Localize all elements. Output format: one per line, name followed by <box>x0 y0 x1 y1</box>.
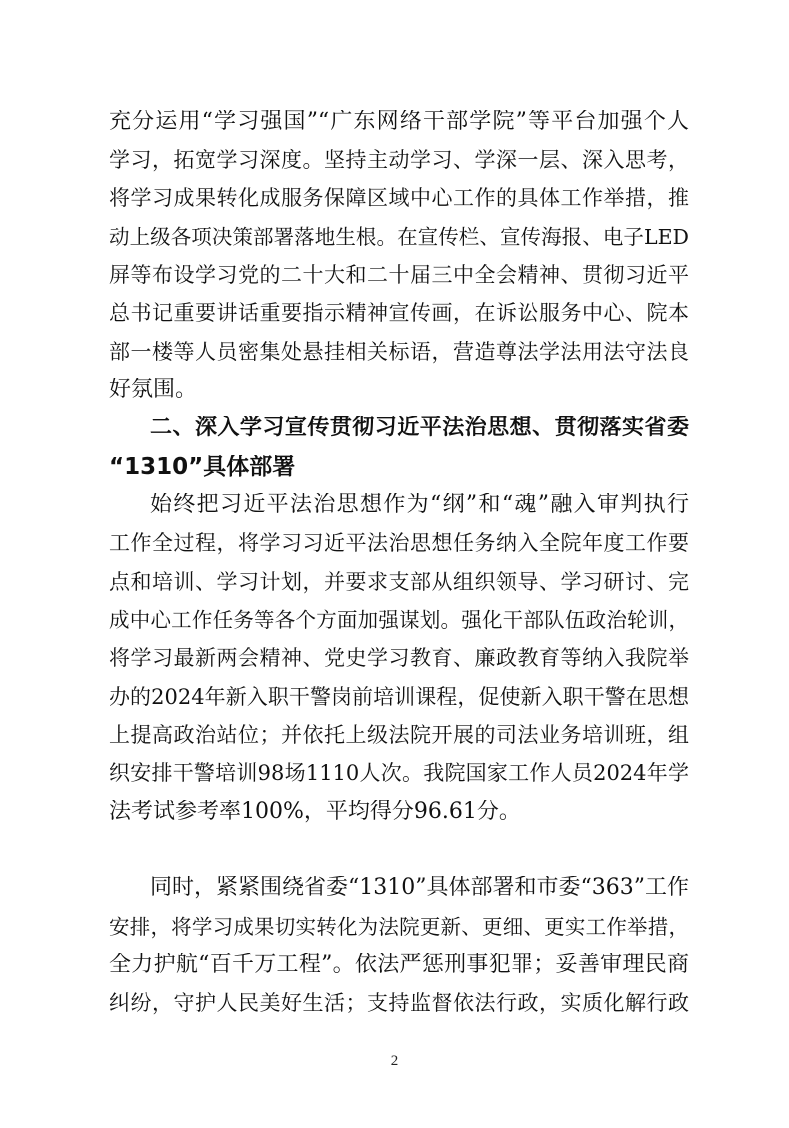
section-heading: “1310”具体部署 <box>109 455 296 479</box>
paragraph-line: 安排，将学习成果切实转化为法院更新、更细、更实工作举措， <box>109 915 689 939</box>
paragraph-line: 法考试参考率100%，平均得分96.61分。 <box>109 800 521 824</box>
paragraph-line: 成中心工作任务等各个方面加强谋划。强化干部队伍政治轮训， <box>109 608 689 632</box>
paragraph-line: 织安排干警培训98场1110人次。我院国家工作人员2024年学 <box>109 761 689 785</box>
paragraph-line: 部一楼等人员密集处悬挂相关标语，营造尊法学法用法守法良 <box>109 340 689 364</box>
paragraph-line: 好氛围。 <box>109 378 198 402</box>
paragraph-line: 学习，拓宽学习深度。坚持主动学习、学深一层、深入思考， <box>109 148 689 172</box>
paragraph-line: 点和培训、学习计划，并要求支部从组织领导、学习研讨、完 <box>109 570 689 594</box>
paragraph-line: 将学习成果转化成服务保障区域中心工作的具体工作举措，推 <box>109 186 689 210</box>
page-number: 2 <box>390 1053 399 1069</box>
paragraph-line: 全力护航“百千万工程”。依法严惩刑事犯罪；妥善审理民商 <box>109 953 689 977</box>
paragraph-line: 始终把习近平法治思想作为“纲”和“魂”融入审判执行 <box>150 493 689 517</box>
section-heading: 二、深入学习宣传贯彻习近平法治思想、贯彻落实省委 <box>150 416 689 440</box>
paragraph-line: 将学习最新两会精神、党史学习教育、廉政教育等纳入我院举 <box>109 646 689 670</box>
paragraph-line: 同时，紧紧围绕省委“1310”具体部署和市委“363”工作 <box>150 876 689 900</box>
paragraph-line: 办的2024年新入职干警岗前培训课程，促使新入职干警在思想 <box>109 685 689 709</box>
paragraph-line: 动上级各项决策部署落地生根。在宣传栏、宣传海报、电子LED <box>109 225 689 249</box>
paragraph-line: 纠纷，守护人民美好生活；支持监督依法行政，实质化解行政 <box>109 991 689 1015</box>
paragraph-line: 总书记重要讲话重要指示精神宣传画，在诉讼服务中心、院本 <box>109 301 689 325</box>
paragraph-line: 充分运用“学习强国”“广东网络干部学院”等平台加强个人 <box>109 110 689 134</box>
paragraph-line: 工作全过程，将学习习近平法治思想任务纳入全院年度工作要 <box>109 531 689 555</box>
paragraph-line: 上提高政治站位；并依托上级法院开展的司法业务培训班，组 <box>109 723 689 747</box>
paragraph-line: 屏等布设学习党的二十大和二十届三中全会精神、贯彻习近平 <box>109 263 689 287</box>
